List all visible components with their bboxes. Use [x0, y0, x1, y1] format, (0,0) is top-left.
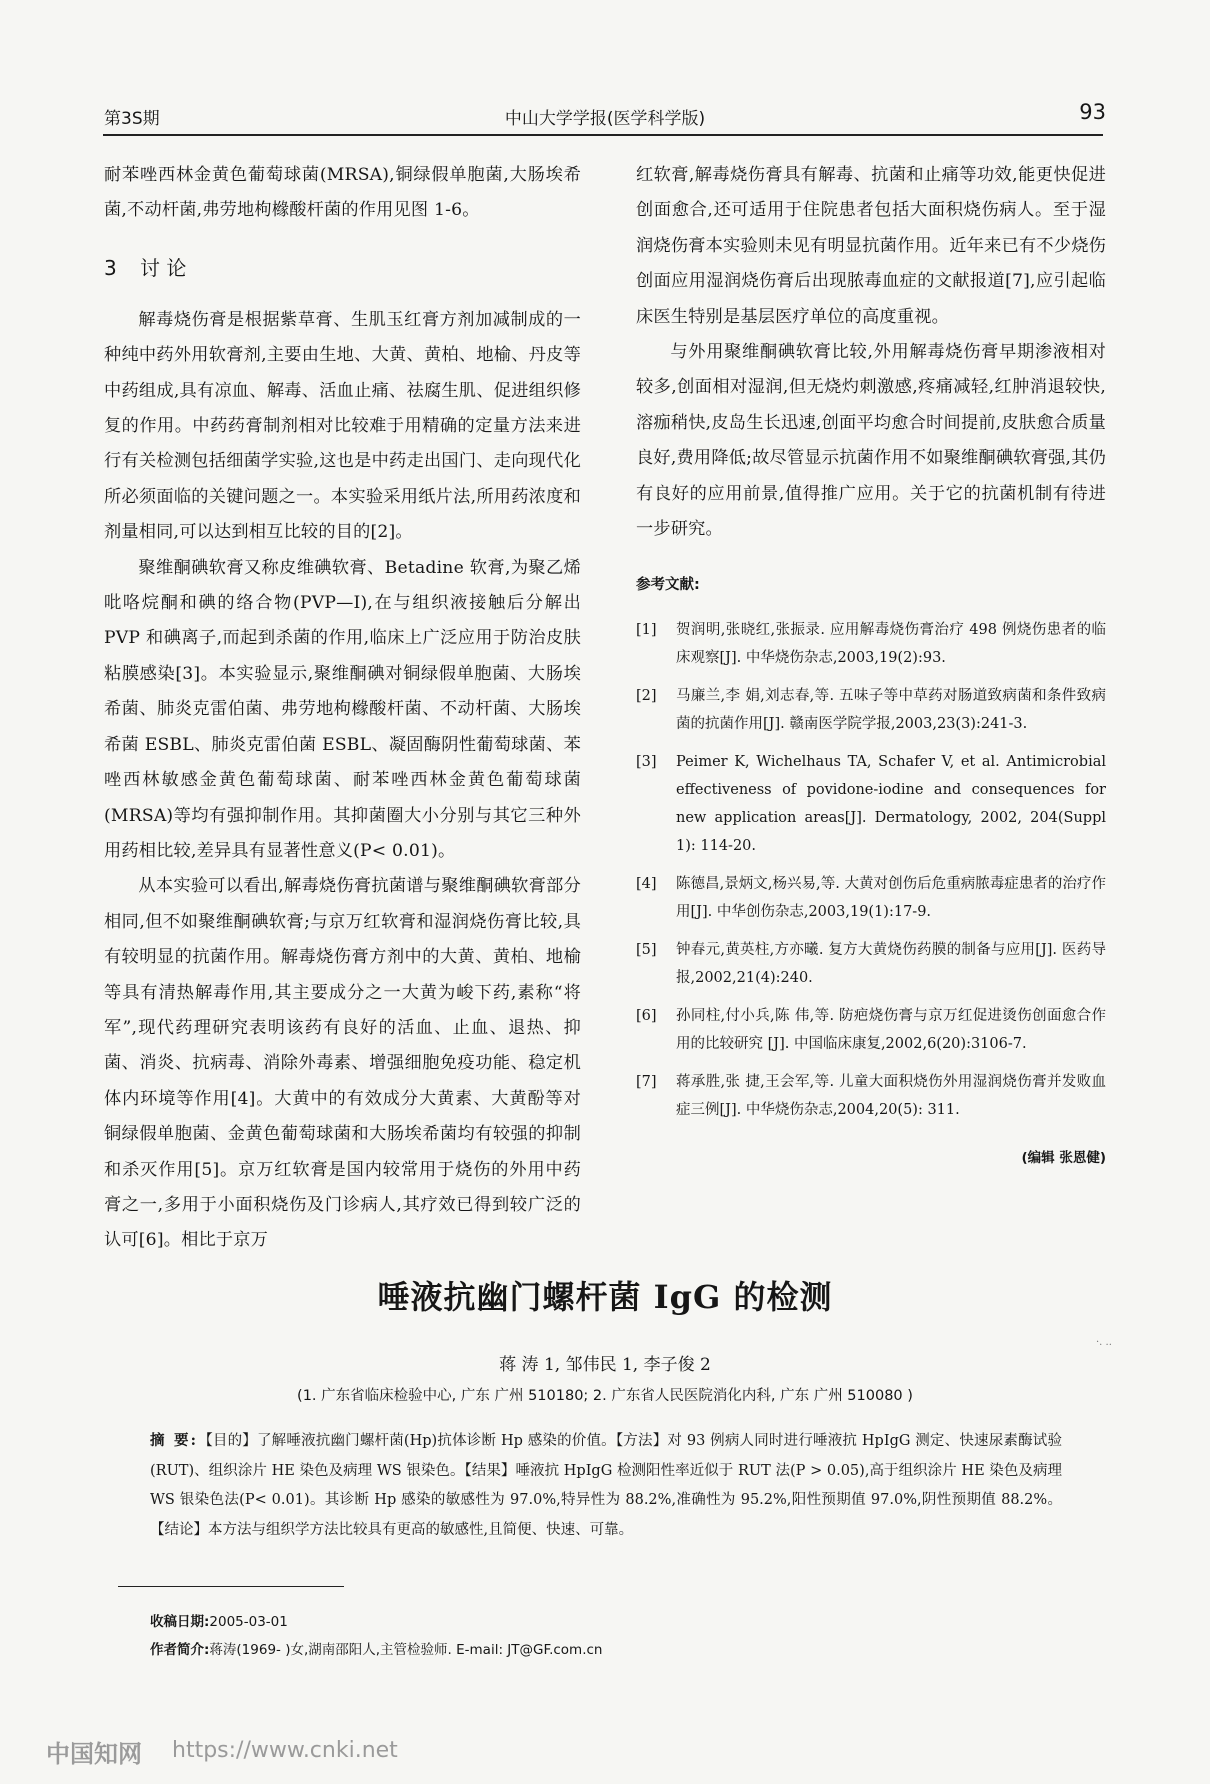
reference-number: [4] — [636, 876, 657, 893]
reference-number: [2] — [636, 688, 657, 705]
reference-number: [7] — [636, 1074, 657, 1091]
received-label: 收稿日期: — [150, 1614, 210, 1630]
reference-text: 钟春元,黄英柱,方亦曦. 复方大黄烧伤药膜的制备与应用[J]. 医药导报,2002,21(4):240. — [676, 942, 1106, 987]
issue-number: 第3S期 — [104, 109, 160, 129]
author-bio-note — [150, 1638, 602, 1658]
discussion-paragraph-1: 解毒烧伤膏是根据紫草膏、生肌玉红膏方剂加减制成的一种纯中药外用软膏剂,主要由生地、大黄、黄柏、地榆、丹皮等中药组成,具有凉血、解毒、活血止痛、祛腐生肌、促进组织修复的作用。中药药膏制剂相对比较难于用精确的定量方法来进行有关检测包括细菌学实验,这也是中药走出国门、走向现代化所必须面临的关键问题之一。本实验采用纸片法,所用药浓度和剂量相同,可以达到相互比较的目的[2]。 — [104, 309, 581, 543]
reference-text: 陈德昌,景炳文,杨兴易,等. 大黄对创伤后危重病脓毒症患者的治疗作用[J]. 中华创伤杂志,2003,19(1):17-9. — [676, 876, 1106, 921]
cnki-brand: 中国知网 — [46, 1740, 142, 1768]
reference-text: 孙同柱,付小兵,陈 伟,等. 防疤烧伤膏与京万红促进烫伤创面愈合作用的比较研究 [J]. 中国临床康复,2002,6(20):3106-7. — [676, 1008, 1106, 1053]
scan-artifact: ·. .. — [1096, 1337, 1112, 1348]
author-bio-label: 作者简介: — [150, 1642, 210, 1658]
editor-note: (编辑 张恩健) — [1021, 1150, 1106, 1166]
journal-name: 中山大学学报(医学科学版) — [504, 109, 706, 129]
header-rule — [103, 134, 1103, 136]
abstract-label: 摘 要: — [150, 1432, 198, 1449]
abstract — [150, 1426, 1062, 1545]
author-bio: 蒋涛(1969- )女,湖南邵阳人,主管检验师. E-mail: JT@GF.com.cn — [209, 1642, 603, 1658]
continued-paragraph: 耐苯唑西林金黄色葡萄球菌(MRSA),铜绿假单胞菌,大肠埃希菌,不动杆菌,弗劳地枸橼酸杆菌的作用见图 1-6。 — [104, 165, 581, 221]
references-list — [636, 616, 1106, 1124]
reference-number: [3] — [636, 754, 657, 771]
section-heading — [104, 249, 581, 287]
received-date: 2005-03-01 — [209, 1614, 288, 1630]
right-column — [636, 158, 1106, 1134]
page-number: 93 — [1079, 100, 1106, 124]
discussion-paragraph-3: 从本实验可以看出,解毒烧伤膏抗菌谱与聚维酮碘软膏部分相同,但不如聚维酮碘软膏;与京万红软膏和湿润烧伤膏比较,具有较明显的抗菌作用。解毒烧伤膏方剂中的大黄、黄柏、地榆等具有清热解毒作用,其主要成分之一大黄为峻下药,素称“将军”,现代药理研究表明该药有良好的活血、止血、退热、抑菌、消炎、抗病毒、消除外毒素、增强细胞免疫功能、稳定机体内环境等作用[4]。大黄中的有效成分大黄素、大黄酚等对铜绿假单胞菌、金黄色葡萄球菌和大肠埃希菌均有较强的抑制和杀灭作用[5]。京万红软膏是国内较常用于烧伤的外用中药膏之一,多用于小面积烧伤及门诊病人,其疗效已得到较广泛的认可[6]。相比于京万 — [104, 876, 581, 1251]
conclusion-paragraph: 与外用聚维酮碘软膏比较,外用解毒烧伤膏早期渗液相对较多,创面相对湿润,但无烧灼刺激感,疼痛减轻,红肿消退较快,溶痂稍快,皮岛生长迅速,创面平均愈合时间提前,皮肤愈合质量良好,费用降低;故尽管显示抗菌作用不如聚维酮碘软膏强,其仍有良好的应用前景,值得推广应用。关于它的抗菌机制有待进一步研究。 — [636, 342, 1106, 540]
reference-item — [636, 1068, 1106, 1124]
reference-item — [636, 748, 1106, 860]
reference-item — [636, 870, 1106, 926]
reference-text: 马廉兰,李 娟,刘志春,等. 五味子等中草药对肠道致病菌和条件致病菌的抗菌作用[J]. 赣南医学院学报,2003,23(3):241-3. — [676, 688, 1106, 733]
footnote-rule — [118, 1586, 344, 1587]
reference-number: [6] — [636, 1008, 657, 1025]
discussion-paragraph-2: 聚维酮碘软膏又称皮维碘软膏、Betadine 软膏,为聚乙烯吡咯烷酮和碘的络合物(PVP—I),在与组织液接触后分解出 PVP 和碘离子,而起到杀菌的作用,临床上广泛应用于防治皮肤粘膜感染[3]。本实验显示,聚维酮碘对铜绿假单胞菌、大肠埃希菌、肺炎克雷伯菌、弗劳地枸橼酸杆菌、不动杆菌、大肠埃希菌 ESBL、肺炎克雷伯菌 ESBL、凝固酶阴性葡萄球菌、苯唑西林敏感金黄色葡萄球菌、耐苯唑西林金黄色葡萄球菌(MRSA)等均有强抑制作用。其抑菌圈大小分别与其它三种外用药相比较,差异具有显著性意义(P< 0.01)。 — [104, 557, 581, 861]
article-title: 唾液抗幽门螺杆菌 IgG 的检测 — [377, 1278, 833, 1316]
section-title: 讨 论 — [140, 255, 187, 280]
reference-number: [1] — [636, 622, 657, 639]
article-affiliation: (1. 广东省临床检验中心, 广东 广州 510180; 2. 广东省人民医院消化内科, 广东 广州 510080 ) — [297, 1388, 913, 1404]
reference-text: 贺润明,张晓红,张振录. 应用解毒烧伤膏治疗 498 例烧伤患者的临床观察[J]. 中华烧伤杂志,2003,19(2):93. — [676, 622, 1106, 667]
left-column — [104, 158, 581, 1259]
references-title: 参考文献: — [636, 577, 700, 594]
reference-text: Peimer K, Wichelhaus TA, Schafer V, et al. Antimicrobial effectiveness of povidone-iodine and consequences for new application areas[J]. Dermatology, 2002, 204(Suppl 1): 114-20. — [676, 754, 1106, 855]
continued-paragraph-right: 红软膏,解毒烧伤膏具有解毒、抗菌和止痛等功效,能更快促进创面愈合,还可适用于住院患者包括大面积烧伤病人。至于湿润烧伤膏本实验则未见有明显抗菌作用。近年来已有不少烧伤创面应用湿润烧伤膏后出现脓毒血症的文献报道[7],应引起临床医生特别是基层医疗单位的高度重视。 — [636, 165, 1106, 327]
reference-item — [636, 682, 1106, 738]
reference-text: 蒋承胜,张 捷,王会军,等. 儿童大面积烧伤外用湿润烧伤膏并发败血症三例[J]. 中华烧伤杂志,2004,20(5): 311. — [676, 1074, 1106, 1119]
reference-item — [636, 936, 1106, 992]
reference-item — [636, 616, 1106, 672]
reference-number: [5] — [636, 942, 657, 959]
cnki-url[interactable]: https://www.cnki.net — [172, 1738, 398, 1763]
article-authors: 蒋 涛 1, 邹伟民 1, 李子俊 2 — [499, 1355, 711, 1375]
abstract-text: 【目的】了解唾液抗幽门螺杆菌(Hp)抗体诊断 Hp 感染的价值。【方法】对 93 例病人同时进行唾液抗 HpIgG 测定、快速尿素酶试验(RUT)、组织涂片 HE 染色及病理 WS 银染色。【结果】唾液抗 HpIgG 检测阳性率近似于 RUT 法(P > 0.05),高于组织涂片 HE 染色及病理 WS 银染色法(P< 0.01)。其诊断 Hp 感染的敏感性为 97.0%,特异性为 88.2%,准确性为 95.2%,阳性预期值 97.0%,阴性预期值 88.2%。【结论】本方法与组织学方法比较具有更高的敏感性,且简便、快速、可靠。 — [150, 1433, 1062, 1538]
reference-item — [636, 1002, 1106, 1058]
section-number: 3 — [104, 255, 117, 280]
received-date-note — [150, 1610, 288, 1630]
